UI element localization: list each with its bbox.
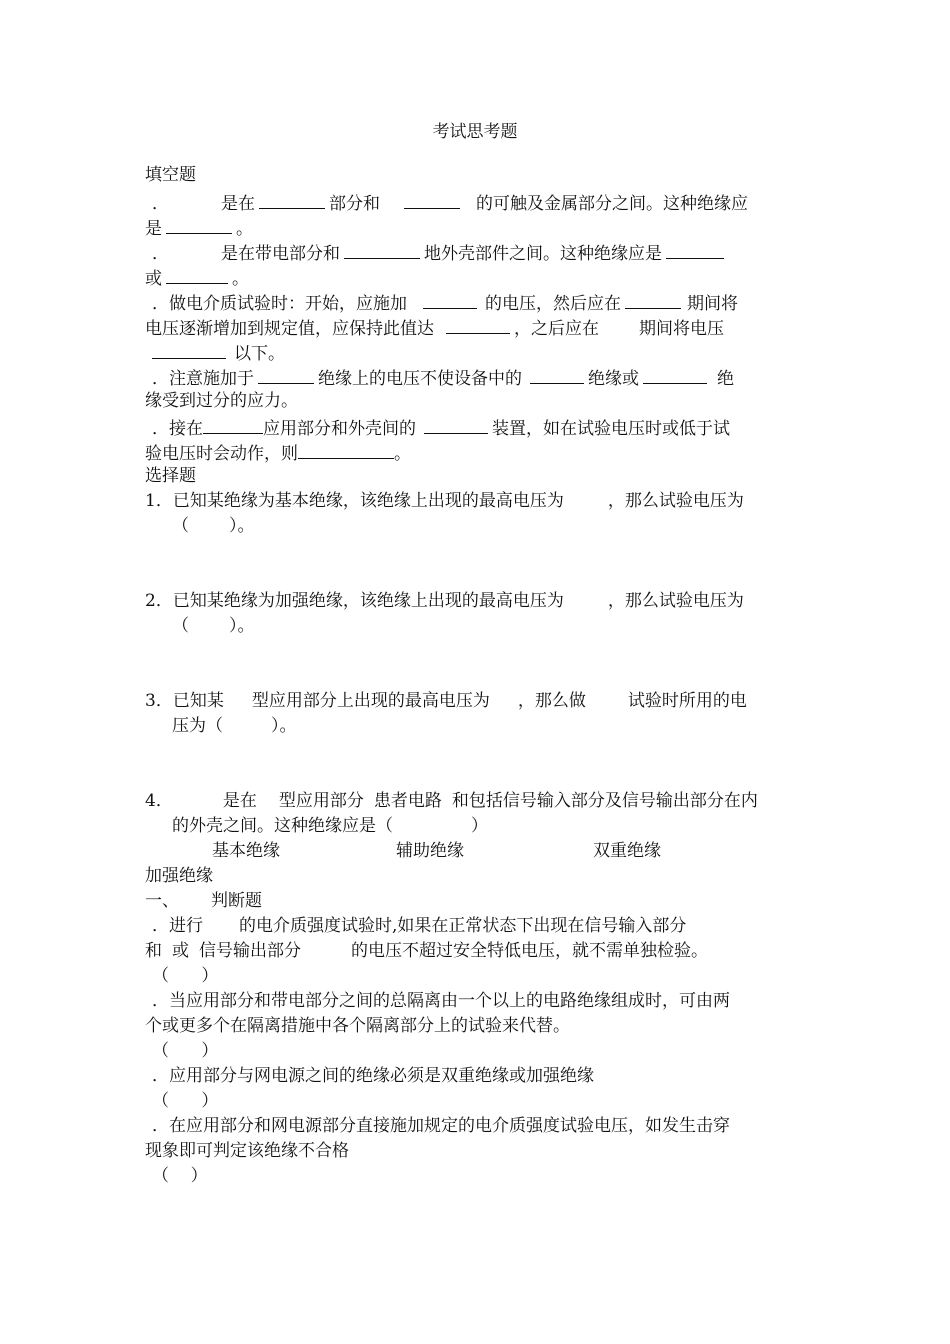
choice-q1-line1: 1．已知某绝缘为基本绝缘，该绝缘上出现的最高电压为 ，那么试验电压为 <box>145 491 744 511</box>
page-title: 考试思考题 <box>432 122 518 142</box>
judge-q1-line2: 和 或 信号输出部分 的电压不超过安全特低电压，就不需单独检验。 <box>145 941 708 961</box>
fill-q1-line2: 是 。 <box>145 216 253 239</box>
fill-blank <box>423 291 477 309</box>
fill-q2-line2: 或 。 <box>145 266 249 289</box>
fill-blank <box>166 266 228 284</box>
choice-option-d: 加强绝缘 <box>145 866 213 886</box>
judge-q4-answer: （ ） <box>152 1166 208 1186</box>
fill-q4-line2: 缘受到过分的应力。 <box>145 391 298 411</box>
judge-q1-line1: ．进行 的电介质强度试验时,如果在正常状态下出现在信号输入部分 <box>152 916 687 936</box>
fill-q4-line1: ．注意施加于 绝缘上的电压不使设备中的 绝缘或 绝 <box>152 366 734 389</box>
judge-q3-line1: ．应用部分与网电源之间的绝缘必须是双重绝缘或加强绝缘 <box>152 1066 594 1086</box>
fill-blank <box>404 191 460 209</box>
judge-q2-answer: （ ） <box>152 1041 219 1061</box>
judge-q2-line2: 个或更多个在隔离措施中各个隔离部分上的试验来代替。 <box>145 1016 570 1036</box>
judge-q3-answer: （ ） <box>152 1091 219 1111</box>
fill-blank <box>298 441 394 459</box>
judge-q4-line2: 现象即可判定该绝缘不合格 <box>145 1141 349 1161</box>
fill-blank <box>666 241 724 259</box>
choice-q4-line1: 4． 是在 型应用部分 患者电路 和包括信号输入部分及信号输出部分在内 <box>145 791 758 811</box>
fill-q3-line1: ．做电介质试验时：开始，应施加 的电压，然后应在 期间将 <box>152 291 738 314</box>
fill-q1-line1: ． 是在 部分和 的可触及金属部分之间。这种绝缘应 <box>152 191 748 214</box>
choice-option-c: 双重绝缘 <box>593 841 661 861</box>
judge-heading-line: 一、 判断题 <box>145 891 262 911</box>
choice-option-b: 辅助绝缘 <box>396 841 464 861</box>
fill-blank <box>258 366 314 384</box>
fill-q5-line1: ．接在 应用部分和外壳间的 装置，如在试验电压时或低于试 <box>152 416 730 439</box>
fill-q5-line2: 验电压时会动作，则 。 <box>145 441 411 464</box>
choice-q4-line2: 的外壳之间。这种绝缘应是（ ） <box>172 816 488 836</box>
fill-blank <box>166 216 232 234</box>
fill-blank <box>530 366 584 384</box>
fill-q3-line3: 以下。 <box>148 341 285 364</box>
judge-q2-line1: ．当应用部分和带电部分之间的总隔离由一个以上的电路绝缘组成时，可由两 <box>152 991 730 1011</box>
fill-blank <box>625 291 681 309</box>
fill-heading: 填空题 <box>145 165 196 185</box>
choice-q2-line1: 2．已知某绝缘为加强绝缘，该绝缘上出现的最高电压为 ，那么试验电压为 <box>145 591 744 611</box>
choice-q3-line2: 压为（ ）。 <box>172 716 297 736</box>
choice-heading: 选择题 <box>145 466 196 486</box>
fill-q3-line2: 电压逐渐增加到规定值，应保持此值达 ，之后应在 期间将电压 <box>145 316 724 339</box>
judge-q4-line1: ．在应用部分和网电源部分直接施加规定的电介质强度试验电压，如发生击穿 <box>152 1116 730 1136</box>
choice-option-a: 基本绝缘 <box>212 841 280 861</box>
choice-q3-line1: 3．已知某 型应用部分上出现的最高电压为 ，那么做 试验时所用的电 <box>145 691 747 711</box>
fill-blank <box>344 241 420 259</box>
fill-blank <box>259 191 325 209</box>
fill-blank <box>446 316 510 334</box>
choice-q1-line2: （ ）。 <box>172 516 255 536</box>
fill-blank <box>643 366 707 384</box>
fill-blank <box>203 416 263 434</box>
judge-q1-answer: （ ） <box>152 966 219 986</box>
fill-q2-line1: ． 是在带电部分和 地外壳部件之间。这种绝缘应是 <box>152 241 728 264</box>
fill-blank <box>424 416 488 434</box>
fill-blank <box>152 341 226 359</box>
choice-q2-line2: （ ）。 <box>172 616 255 636</box>
